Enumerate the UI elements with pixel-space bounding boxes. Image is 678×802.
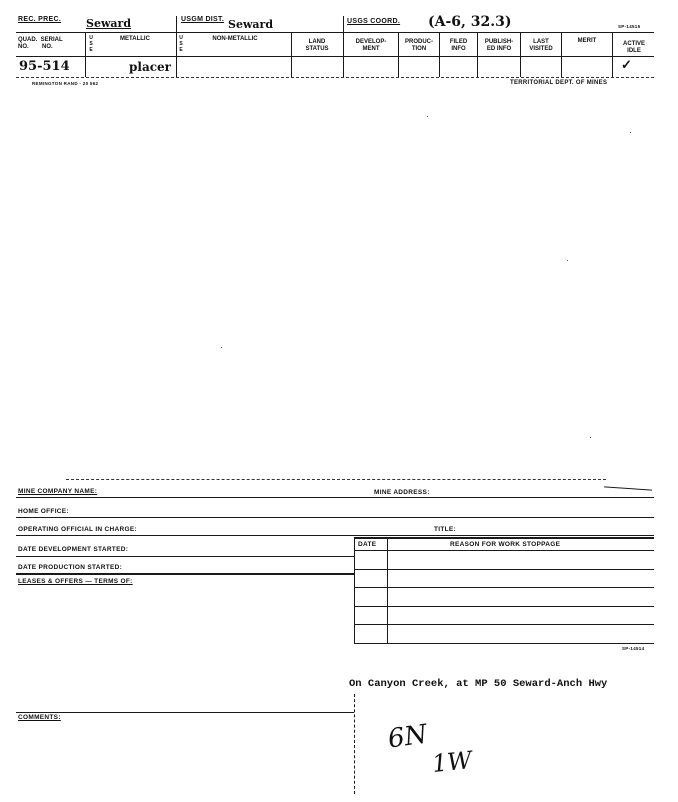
col-published-info: PUBLISH- ED INFO: [484, 39, 514, 52]
handwritten-note-2: 1W: [430, 745, 474, 779]
mine-address-label: MINE ADDRESS:: [374, 489, 430, 496]
title-label: TITLE:: [434, 526, 457, 533]
form-number-top: SP-14515: [618, 24, 641, 29]
col-production: PRODUC- TION: [405, 39, 433, 52]
stoppage-table-top: [354, 537, 654, 539]
header-rule-1: [16, 32, 654, 33]
header-rule-2: [16, 56, 654, 57]
scan-speck: [590, 437, 591, 438]
header-divider: [612, 32, 613, 77]
usgm-dist-value: Seward: [228, 18, 274, 31]
header-divider: [85, 32, 86, 77]
rule-home-office: [16, 517, 654, 518]
rule-date-production: [16, 573, 354, 575]
col-use-nonmetallic: U S E: [179, 35, 183, 53]
usgs-coord-label: USGS COORD.: [347, 18, 401, 25]
header-divider: [398, 32, 399, 77]
metallic-value: placer: [129, 60, 171, 74]
comments-divider: [354, 694, 355, 794]
date-development-label: DATE DEVELOPMENT STARTED:: [18, 546, 129, 553]
col-metallic: METALLIC: [120, 36, 150, 42]
col-non-metallic: NON-METALLIC: [212, 36, 258, 42]
rule-operating-official: [16, 535, 654, 536]
header-divider: [343, 16, 344, 77]
col-filed-info: FILED INFO: [449, 39, 468, 52]
stoppage-table-divider: [387, 537, 388, 644]
table-row-rule: [354, 624, 654, 625]
department-label: TERRITORIAL DEPT. OF MINES: [510, 80, 608, 86]
rule-date-development: [16, 556, 354, 557]
rec-prec-label: REC. PREC.: [18, 16, 62, 23]
stoppage-reason-header: REASON FOR WORK STOPPAGE: [450, 541, 561, 548]
table-row-rule: [354, 643, 654, 644]
col-land-status: LAND STATUS: [305, 39, 329, 52]
rule-comments: [16, 712, 354, 713]
header-divider: [477, 32, 478, 77]
handwritten-note-1: 6N: [386, 719, 430, 755]
mine-company-label: MINE COMPANY NAME:: [18, 488, 98, 495]
table-row-rule: [354, 606, 654, 607]
stoppage-header-rule: [354, 550, 654, 551]
scan-speck: [221, 347, 222, 348]
header-divider: [520, 32, 521, 77]
rec-prec-value: Seward: [86, 17, 132, 30]
col-quad-serial: QUAD. SERIAL NO. NO.: [18, 37, 63, 50]
col-use-metallic: U S E: [89, 35, 93, 53]
header-divider: [561, 32, 562, 77]
stoppage-table-left: [354, 537, 355, 644]
scan-speck: [630, 132, 631, 133]
location-note: On Canyon Creek, at MP 50 Seward-Anch Hwy: [349, 678, 608, 690]
date-production-label: DATE PRODUCTION STARTED:: [18, 564, 123, 571]
usgm-dist-label: USGM DIST.: [181, 16, 225, 23]
lower-stray-line: [604, 486, 652, 490]
rule-mine-company: [16, 497, 654, 498]
header-rule-3: [16, 77, 654, 78]
header-divider: [439, 32, 440, 77]
table-row-rule: [354, 569, 654, 570]
comments-label: COMMENTS:: [18, 714, 61, 721]
home-office-label: HOME OFFICE:: [18, 508, 69, 515]
leases-label: LEASES & OFFERS — TERMS OF:: [18, 578, 133, 585]
active-idle-mark: ✓: [621, 58, 632, 73]
quad-serial-value: 95-514: [19, 59, 70, 74]
form-number-bottom: SP-14514: [622, 646, 645, 651]
operating-official-label: OPERATING OFFICIAL IN CHARGE:: [18, 526, 137, 533]
col-merit: MERIT: [577, 38, 597, 44]
col-active-idle: ACTIVE IDLE: [622, 41, 645, 54]
lower-top-dashed-rule: [66, 479, 606, 480]
header-divider: [176, 16, 177, 77]
scan-speck: [567, 260, 568, 261]
header-divider: [291, 32, 292, 77]
scan-speck: [427, 116, 428, 117]
usgs-coord-value: (A-6, 32.3): [428, 14, 512, 30]
table-row-rule: [354, 587, 654, 588]
col-last-visited: LAST VISITED: [529, 39, 553, 52]
col-development: DEVELOP- MENT: [355, 39, 387, 52]
printer-note: REMINGTON RAND - 20 562: [32, 81, 99, 86]
stoppage-date-header: DATE: [358, 541, 377, 548]
